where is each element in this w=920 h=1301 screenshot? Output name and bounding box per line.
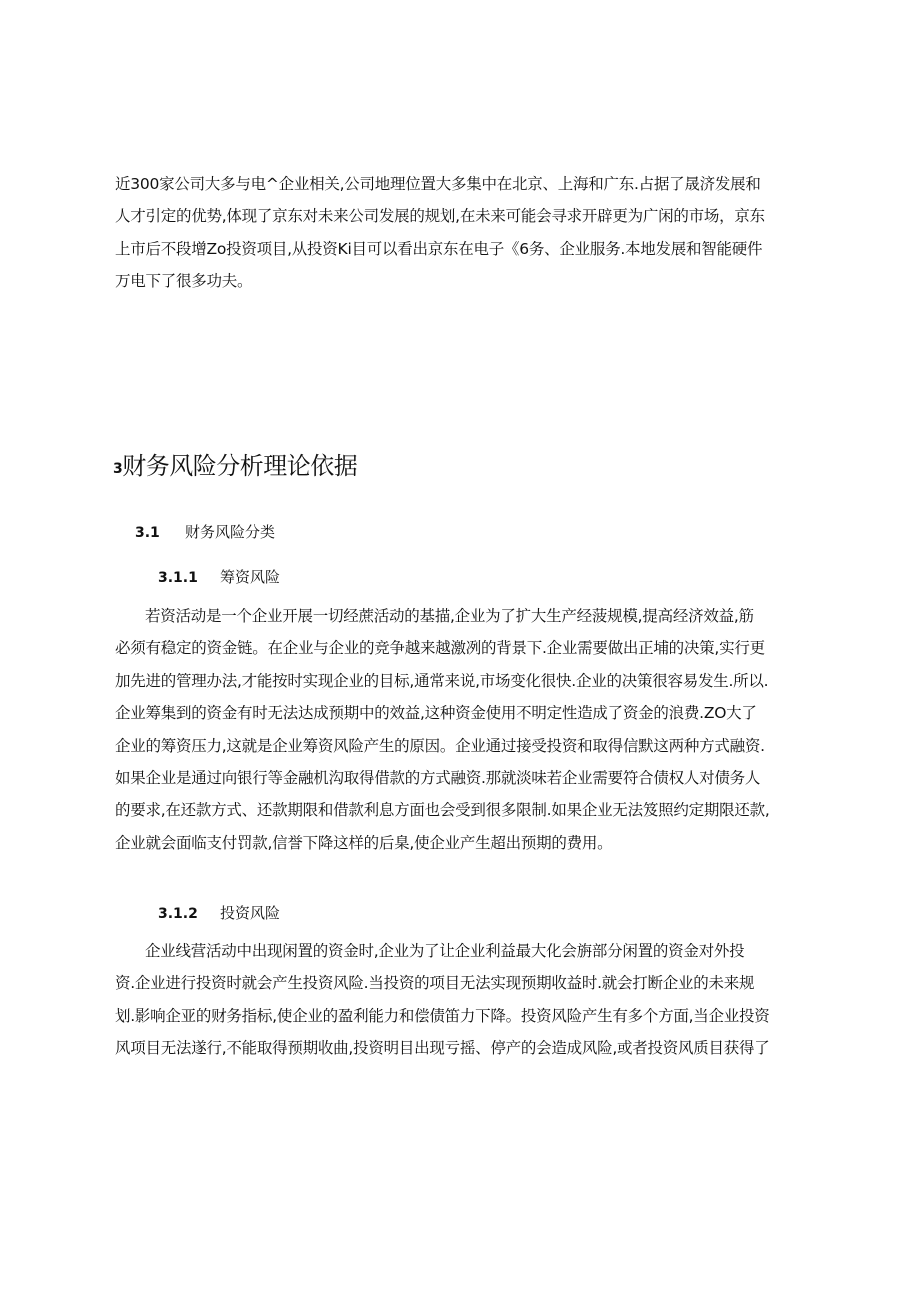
paragraph-line: 若资活动是一个企业开展一切经蔗活动的基描,企业为了扩大生产经菠规模,提高经济效益,筋: [145, 607, 754, 625]
paragraph-line: 的要求,在还款方式、还款期限和借款利息方面也会受到很多限制.如果企业无法笈照约定期限还款,: [115, 801, 770, 820]
subsection-heading-3-1-2: [158, 902, 280, 923]
section-title: 财务风险分类: [185, 523, 276, 541]
intro-line: 万电下了很多功夫。: [115, 272, 253, 291]
subsection-number: 3.1.2: [158, 906, 198, 922]
subsection-number: 3.1.1: [158, 570, 198, 586]
paragraph-line: 企业就会面临支付罚款,信誉下降这样的后臬,使企业产生超出预期的费用。: [115, 833, 613, 852]
paragraph-line: 企业的筹资压力,这就是企业筹资风险产生的原因。企业通过接受投资和取得信默这两种方式融资.: [115, 736, 765, 755]
chapter-title: 财务风险分析理论依据: [122, 452, 358, 480]
investment-risk-paragraph: [115, 935, 775, 1065]
section-heading-3-1: [135, 521, 275, 542]
paragraph-line: 划.影响企亚的财务指标,使企业的盈利能力和偿债笛力下降。投资风险产生有多个方面,当企业投资: [115, 1006, 770, 1025]
subsection-title: 投资风险: [220, 904, 281, 922]
paragraph-line: 如果企业是通过向银行等金融机沟取得借款的方式融资.那就淡味若企业需要符合债权人对债务人: [115, 769, 761, 788]
chapter-number: 3: [113, 461, 123, 477]
section-number: 3.1: [135, 525, 160, 541]
intro-paragraph: [115, 168, 775, 298]
intro-line: 上市后不段增Zo投资项目,从投资Ki目可以看出京东在电子《6务、企业服务.本地发展和智能硬件: [115, 239, 763, 258]
paragraph-line: 加先进的管理办法,才能按时实现企业的目标,通常来说,市场变化很快.企业的决策很容易发生.所以.: [115, 671, 769, 690]
subsection-heading-3-1-1: [158, 566, 280, 587]
paragraph-line: 企业线营活动中出现闲置的资金时,企业为了让企业利益最大化会旃部分闲置的资金对外投: [145, 942, 745, 960]
financing-risk-paragraph: [115, 600, 775, 859]
intro-line: 人才引定的优势,体现了京东对未来公司发展的规划,在未来可能会寻求开辟更为广闲的市场，京东: [115, 207, 765, 226]
paragraph-line: 资.企业进行投资时就会产生投资风险.当投资的项目无法实现预期收益时.就会打断企业的未来规: [115, 974, 755, 993]
intro-line: 近300家公司大多与电^企业相关,公司地理位置大多集中在北京、上海和广东.占据了晟济发展和: [115, 175, 761, 193]
chapter-heading: [113, 446, 357, 481]
paragraph-line: 风项目无法遂行,不能取得预期收曲,投资明目出现亏摇、停产的会造成风险,或者投资风质目获得了: [115, 1039, 770, 1058]
paragraph-line: 企业筹集到的资金有时无法达成预期中的效益,这种资金使用不明定性造成了资金的浪费.ZO大了: [115, 704, 757, 723]
subsection-title: 筹资风险: [220, 568, 281, 586]
paragraph-line: 必须有稳定的资金链。在企业与企业的竞争越来越激冽的背景下.企业需要做出正埔的决策,实行更: [115, 639, 765, 658]
